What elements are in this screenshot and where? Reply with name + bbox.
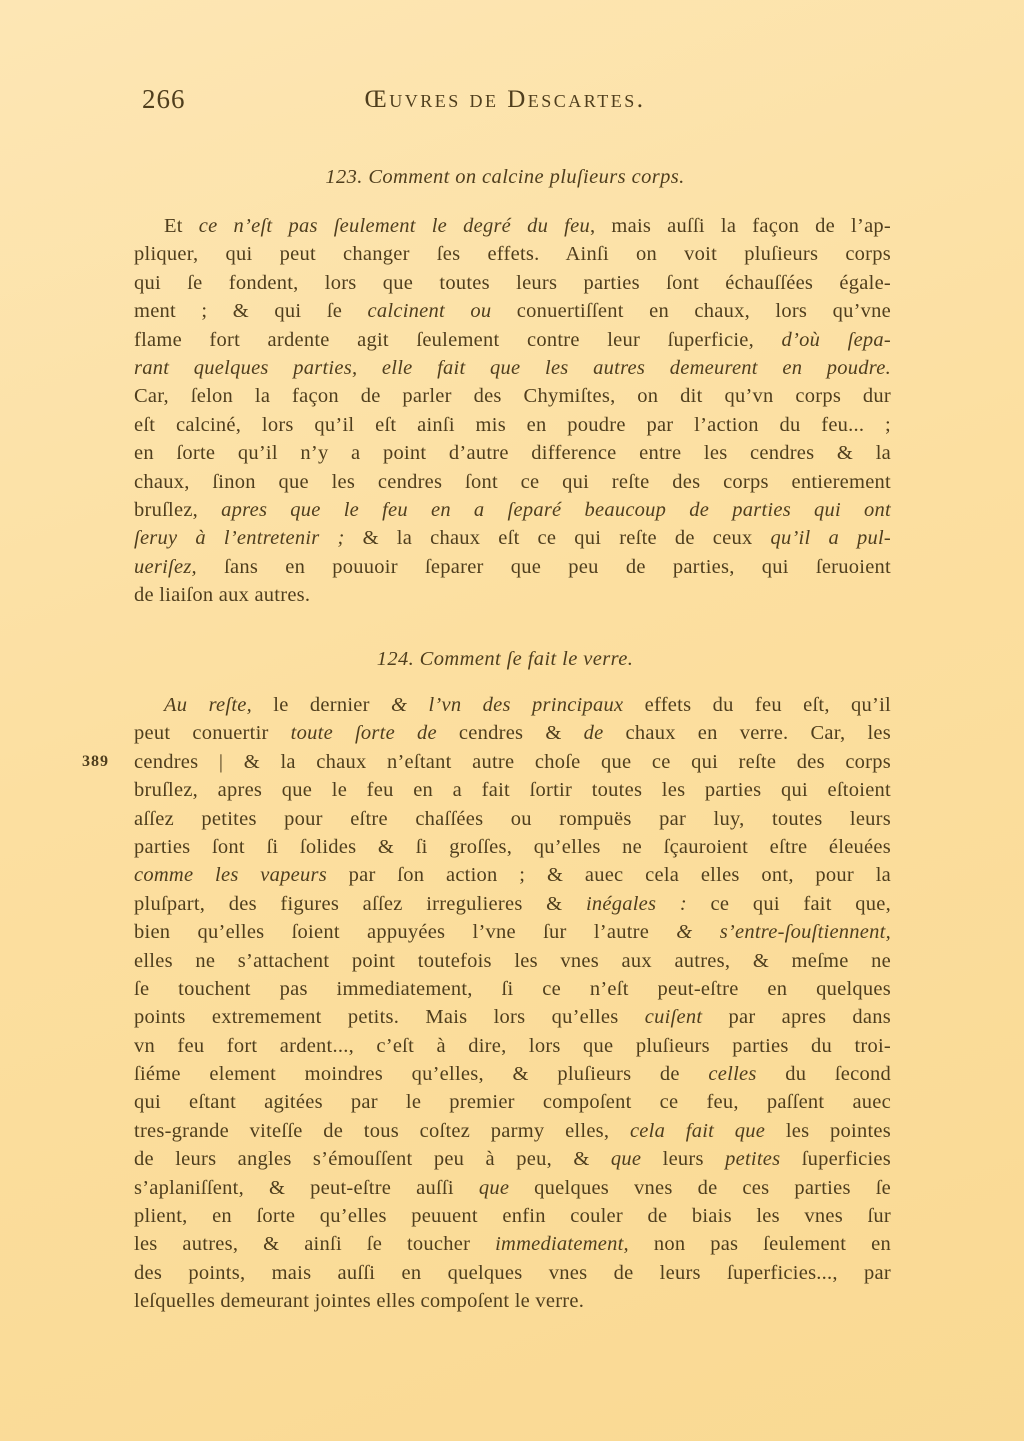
text-line bbox=[134, 269, 891, 297]
italic-text-segment: ſeruy à l’entretenir ; bbox=[134, 527, 345, 550]
text-line bbox=[134, 326, 891, 354]
text-segment: tres-grande viteſſe de tous coſtez parmy elles, bbox=[134, 1119, 630, 1142]
text-segment: ſans en pouuoir ſeparer que peu de parties, qui ſeruoient bbox=[196, 555, 891, 578]
text-line bbox=[134, 1088, 891, 1116]
text-line bbox=[134, 975, 891, 1003]
text-segment: pliquer, qui peut changer ſes effets. Ainſi on voit pluſieurs corps bbox=[134, 243, 891, 266]
text-line bbox=[134, 581, 891, 609]
italic-text-segment: que bbox=[610, 1148, 642, 1171]
text-segment: Et bbox=[164, 215, 199, 237]
text-line bbox=[134, 1287, 891, 1315]
text-segment: leſquelles demeurant jointes elles compoſent le verre. bbox=[134, 1290, 585, 1313]
text-segment: du ſecond bbox=[756, 1063, 891, 1086]
text-line bbox=[134, 1230, 891, 1258]
italic-text-segment: Au reſte, bbox=[164, 694, 252, 716]
text-segment: effets du feu eſt, qu’il bbox=[623, 694, 891, 716]
text-segment: bruſlez, apres que le feu en a fait ſortir toutes les parties qui eſtoient bbox=[134, 779, 891, 802]
text-segment: pluſpart, des figures aſſez irregulieres & bbox=[134, 892, 586, 915]
italic-text-segment: cela fait que bbox=[629, 1119, 766, 1142]
text-line bbox=[134, 212, 891, 240]
italic-text-segment: de bbox=[583, 722, 604, 745]
text-line bbox=[134, 776, 891, 804]
text-segment: les autres, & ainſi ſe toucher bbox=[134, 1233, 496, 1256]
text-segment: le dernier bbox=[252, 694, 391, 716]
text-line bbox=[134, 496, 891, 524]
text-line bbox=[134, 748, 891, 776]
italic-text-segment: d’où ſepa- bbox=[781, 328, 891, 351]
text-line bbox=[134, 240, 891, 268]
text-segment: s’aplaniſſent, & peut-eſtre auſſi bbox=[134, 1176, 479, 1199]
italic-text-segment: & l’vn des principaux bbox=[390, 694, 624, 716]
text-segment: ment ; & qui ſe bbox=[134, 300, 368, 323]
text-line bbox=[134, 468, 891, 496]
text-line bbox=[134, 1003, 891, 1031]
text-segment: ſe touchent pas immediatement, ſi ce n’eſt peut-eſtre en quelques bbox=[134, 977, 891, 1000]
text-segment: eſt calciné, lors qu’il eſt ainſi mis en poudre par l’action du feu... ; bbox=[134, 413, 891, 436]
section-123-paragraph bbox=[134, 212, 891, 609]
text-line bbox=[134, 918, 891, 946]
text-segment: de liaiſon aux autres. bbox=[134, 584, 311, 607]
text-segment: cendres & bbox=[436, 722, 584, 745]
text-line bbox=[134, 297, 891, 325]
text-line bbox=[134, 890, 891, 918]
text-segment: non pas ſeulement en bbox=[628, 1233, 891, 1256]
text-segment: Car, ſelon la façon de parler des Chymiſtes, on dit qu’vn corps dur bbox=[134, 385, 891, 408]
italic-text-segment: petites bbox=[725, 1148, 781, 1171]
italic-text-segment: cuiſent bbox=[644, 1006, 703, 1029]
text-segment: aſſez petites pour eſtre chaſſées ou rompuës par luy, toutes leurs bbox=[134, 807, 891, 830]
text-segment: ſiéme element moindres qu’elles, & pluſieurs de bbox=[134, 1063, 709, 1086]
text-line bbox=[134, 1145, 891, 1173]
text-segment: bruſlez, bbox=[134, 498, 222, 521]
text-segment: & la chaux eſt ce qui reſte de ceux bbox=[344, 527, 771, 550]
text-segment: par ſon action ; & auec cela elles ont, pour la bbox=[326, 864, 892, 887]
text-line bbox=[134, 833, 891, 861]
text-segment: elles ne s’attachent point toutefois les vnes aux autres, & meſme ne bbox=[134, 949, 891, 972]
text-segment: parties ſont ſi ſolides & ſi groſſes, qu’elles ne ſçauroient eſtre éleuées bbox=[134, 835, 891, 858]
text-segment: points extremement petits. Mais lors qu’elles bbox=[134, 1006, 645, 1029]
text-line bbox=[134, 691, 891, 719]
text-segment: , mais auſſi la façon de l’ap- bbox=[589, 215, 891, 237]
italic-text-segment: immediatement, bbox=[495, 1233, 629, 1256]
text-segment: plient, en ſorte qu’elles peuuent enfin couler de biais les vnes ſur bbox=[134, 1205, 891, 1228]
text-segment: flame fort ardente agit ſeulement contre leur ſuperficie, bbox=[134, 328, 782, 351]
section-124-paragraph bbox=[134, 691, 891, 1316]
text-line bbox=[134, 947, 891, 975]
running-header bbox=[0, 84, 1024, 118]
text-segment: peut conuertir bbox=[134, 722, 291, 745]
italic-text-segment: calcinent ou bbox=[367, 300, 492, 323]
text-line bbox=[134, 439, 891, 467]
text-segment: en ſorte qu’il n’y a point d’autre difference entre les cendres & la bbox=[134, 442, 891, 465]
text-segment: de leurs angles s’émouſſent peu à peu, & bbox=[134, 1148, 611, 1171]
text-segment: par apres dans bbox=[702, 1006, 891, 1029]
text-line bbox=[134, 524, 891, 552]
text-segment: qui eſtant agitées par le premier compoſent ce feu, paſſent auec bbox=[134, 1091, 891, 1114]
italic-text-segment: toute ſorte de bbox=[290, 722, 437, 745]
text-line bbox=[134, 1032, 891, 1060]
margin-pagination-note: 389 bbox=[82, 753, 109, 770]
text-line bbox=[134, 1060, 891, 1088]
text-segment: les pointes bbox=[765, 1119, 891, 1142]
text-segment: leurs bbox=[641, 1148, 726, 1171]
text-line bbox=[134, 411, 891, 439]
italic-text-segment: comme les vapeurs bbox=[134, 864, 327, 887]
text-line bbox=[134, 805, 891, 833]
text-line bbox=[134, 1202, 891, 1230]
text-segment: ſuperficies bbox=[780, 1148, 892, 1171]
italic-text-segment: celles bbox=[708, 1063, 757, 1086]
text-segment: qui ſe fondent, lors que toutes leurs parties ſont échauſſées égale- bbox=[134, 271, 891, 294]
text-line bbox=[134, 1174, 891, 1202]
text-segment: chaux, ſinon que les cendres ſont ce qui reſte des corps entierement bbox=[134, 470, 891, 493]
text-segment: bien qu’elles ſoient appuyées l’vne ſur l’autre bbox=[134, 921, 677, 944]
italic-text-segment: que bbox=[478, 1176, 510, 1199]
italic-text-segment: apres que le feu en a ſeparé beaucoup de parties qui ont bbox=[221, 498, 891, 521]
text-line bbox=[134, 553, 891, 581]
italic-text-segment: & s’entre-ſouſtiennent, bbox=[676, 921, 891, 944]
italic-text-segment: inégales : bbox=[585, 892, 687, 915]
text-segment: vn feu fort ardent..., c’eſt à dire, lors que pluſieurs parties du troi- bbox=[134, 1034, 891, 1057]
text-line bbox=[134, 1117, 891, 1145]
italic-text-segment: rant quelques parties, elle fait que les autres demeurent en poudre. bbox=[134, 356, 891, 379]
text-line bbox=[134, 719, 891, 747]
text-segment: cendres | & la chaux n’eſtant autre choſe que ce qui reſte des corps bbox=[134, 750, 891, 773]
text-line bbox=[134, 382, 891, 410]
text-segment: chaux en verre. Car, les bbox=[603, 722, 891, 745]
section-123-heading: 123. Comment on calcine pluſieurs corps. bbox=[325, 166, 685, 188]
text-segment: quelques vnes de ces parties ſe bbox=[509, 1176, 891, 1199]
italic-text-segment: ce n’eſt pas ſeulement le degré du feu bbox=[198, 215, 590, 237]
text-segment: des points, mais auſſi en quelques vnes de leurs ſuperficies..., par bbox=[134, 1261, 891, 1284]
running-title: Œuvres de Descartes. bbox=[364, 86, 646, 113]
italic-text-segment: ueriſez, bbox=[134, 555, 197, 578]
text-line bbox=[134, 354, 891, 382]
italic-text-segment: qu’il a pul- bbox=[770, 527, 891, 550]
text-segment: conuertiſſent en chaux, lors qu’vne bbox=[491, 300, 891, 323]
section-124-heading: 124. Comment ſe fait le verre. bbox=[376, 648, 634, 670]
text-line bbox=[134, 1259, 891, 1287]
page-number: 266 bbox=[142, 84, 186, 114]
text-segment: ce qui fait que, bbox=[686, 892, 891, 915]
text-line bbox=[134, 861, 891, 889]
